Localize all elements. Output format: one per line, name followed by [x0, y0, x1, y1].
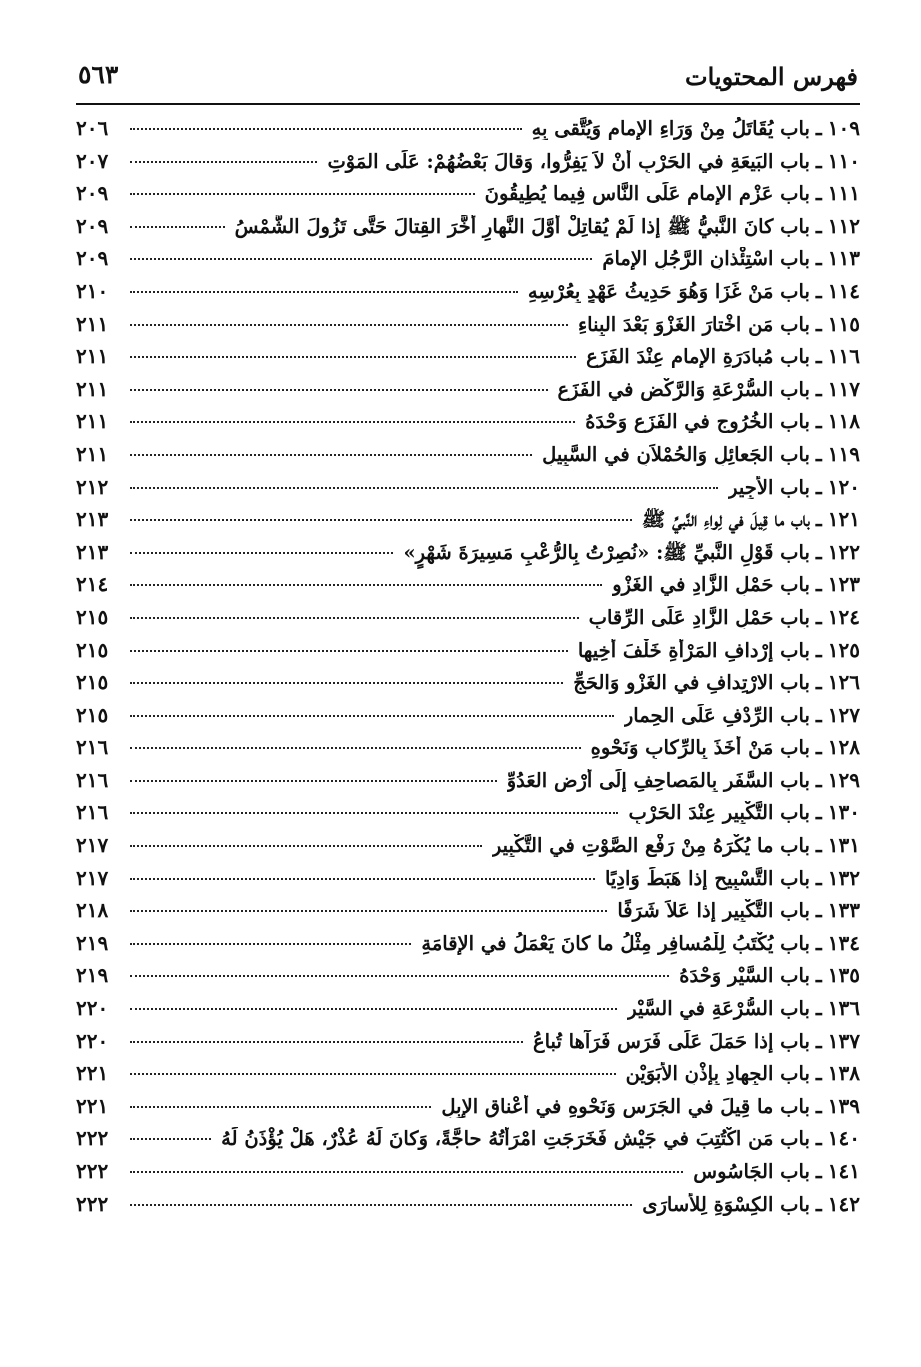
- toc-entry-number: ١١٧: [827, 376, 860, 401]
- toc-entry-page: ٢١٢: [76, 474, 109, 499]
- toc-entry-number: ١١٩: [827, 441, 860, 466]
- toc-entry: [76, 377, 860, 410]
- dot-leader: [130, 845, 482, 847]
- toc-entry-title: باب الجِهادِ بِإِذْنِ الأَبَوَيْنِ: [625, 1062, 810, 1086]
- toc-entry-page: ٢١٣: [76, 539, 109, 564]
- toc-entry-page: ٢١٥: [76, 670, 109, 695]
- toc-entry-number: ١٣٥: [827, 963, 860, 988]
- toc-entry-page: ٢٠٩: [76, 181, 109, 206]
- toc-entry: [76, 312, 860, 345]
- page-header: [78, 58, 858, 98]
- toc-entry-title: باب حَمْلِ الزَّادِ عَلَى الرِّقابِ: [588, 605, 810, 629]
- toc-entry-separator: ـ: [815, 637, 822, 662]
- toc-entry-separator: ـ: [815, 441, 822, 466]
- toc-entry-number: ١٢٣: [827, 572, 860, 597]
- toc-entry-page: ٢٢١: [76, 1061, 109, 1086]
- toc-entry-separator: ـ: [815, 1093, 822, 1118]
- toc-entry-title: باب الكِسْوَةِ لِلأُسارَى: [642, 1192, 810, 1216]
- toc-entry-page: ٢١٥: [76, 604, 109, 629]
- dot-leader: [130, 1106, 431, 1108]
- dot-leader: [130, 258, 592, 260]
- toc-entry: [76, 409, 860, 442]
- toc-entry-separator: ـ: [815, 572, 822, 597]
- dot-leader: [130, 1171, 683, 1173]
- dot-leader: [130, 356, 576, 358]
- toc-entry: [76, 1159, 860, 1192]
- dot-leader: [130, 878, 595, 880]
- toc-entry-page: ٢١٣: [76, 507, 109, 532]
- dot-leader: [130, 291, 518, 293]
- page-number: ٥٦٣: [78, 60, 119, 89]
- dot-leader: [130, 650, 568, 652]
- dot-leader: [130, 584, 602, 586]
- toc-entry-title: باب الارْتِدافِ في الغَزْوِ وَالحَجِّ: [573, 671, 810, 695]
- toc-entry-page: ٢١٧: [76, 833, 109, 858]
- toc-entry-page: ٢٠٩: [76, 213, 109, 238]
- toc-entry-title: باب يُقَاتَلُ مِنْ وَرَاءِ الإمامِ وَيُتَّقى بِهِ: [531, 117, 810, 140]
- toc-entry-separator: ـ: [815, 800, 822, 825]
- dot-leader: [130, 389, 548, 391]
- page-title: فهرس المحتويات: [684, 62, 858, 91]
- toc-entry-separator: ـ: [815, 376, 822, 401]
- toc-entry-number: ١٢٨: [827, 735, 860, 760]
- toc-entry-separator: ـ: [815, 213, 822, 238]
- toc-entry-number: ١٤١: [827, 1159, 860, 1183]
- toc-entry-separator: ـ: [815, 702, 822, 727]
- toc-entry-separator: ـ: [815, 409, 822, 434]
- toc-entry: [76, 1094, 860, 1127]
- toc-entry-page: ٢٢٠: [76, 996, 109, 1021]
- toc-entry-page: ٢٢٢: [76, 1159, 109, 1183]
- toc-entry-title: باب إذا حَمَلَ عَلَى فَرَسٍ فَرَآها تُباعُ: [532, 1029, 810, 1053]
- toc-entry-number: ١٣٣: [827, 898, 860, 923]
- toc-entry: [76, 149, 860, 182]
- toc-entry-separator: ـ: [815, 898, 822, 923]
- toc-entry-page: ٢١٩: [76, 963, 109, 988]
- toc-entry: [76, 1192, 860, 1225]
- toc-entry-number: ١٣٨: [827, 1061, 860, 1086]
- toc-entry-number: ١٣٧: [827, 1028, 860, 1053]
- toc-entry-page: ٢١٩: [76, 930, 109, 955]
- toc-entry-number: ١٣٦: [827, 996, 860, 1021]
- toc-entry-number: ١٣١: [827, 833, 860, 858]
- toc-entry: [76, 1029, 860, 1062]
- toc-entry-page: ٢٠٦: [76, 116, 109, 140]
- header-divider: [76, 103, 860, 105]
- toc-entry-number: ١٢٧: [827, 702, 860, 727]
- toc-entry: [76, 703, 860, 736]
- toc-entry-separator: ـ: [815, 148, 822, 173]
- toc-entry-title: باب البَيعَةِ في الحَرْبِ أَنْ لاَ يَفِرُّوا، وَقالَ بَعْضُهُمْ: عَلَى المَوْتِ: [327, 149, 810, 173]
- toc-entry: [76, 1126, 860, 1159]
- toc-entry-separator: ـ: [815, 735, 822, 760]
- toc-entry: [76, 540, 860, 573]
- toc-entry-page: ٢١٥: [76, 637, 109, 662]
- toc-entry-separator: ـ: [815, 539, 822, 564]
- toc-entry-page: ٢١١: [76, 409, 109, 434]
- toc-entry-number: ١١٠: [827, 148, 860, 173]
- toc-entry-title: باب مَنِ اكْتُتِبَ في جَيْشٍ فَخَرَجَتِ امْرَأَتُهُ حاجَّةً، وَكانَ لَهُ عُذْرٌ، هَلْ يُؤْذَنُ لَهُ: [221, 1127, 810, 1151]
- toc-entry-number: ١٤٠: [827, 1126, 860, 1151]
- toc-entry-title: باب مَنْ أَخَذَ بِالرِّكابِ وَنَحْوِهِ: [590, 736, 810, 760]
- toc-entry-number: ١١٤: [827, 278, 860, 303]
- toc-entry-separator: ـ: [815, 474, 822, 499]
- toc-entry-title: باب السَّفَرِ بِالمَصاحِفِ إِلَى أَرْضِ العَدُوِّ: [506, 768, 810, 792]
- toc-entry-separator: ـ: [815, 181, 822, 206]
- table-of-contents: [76, 116, 860, 1224]
- toc-entry-number: ١٣٠: [827, 800, 860, 825]
- toc-entry-title: باب السَّيْرِ وَحْدَهُ: [679, 964, 810, 988]
- toc-entry-page: ٢١١: [76, 441, 109, 466]
- toc-entry-page: ٢١٤: [76, 572, 109, 597]
- toc-entry-separator: ـ: [815, 604, 822, 629]
- dot-leader: [130, 1073, 616, 1075]
- toc-entry: [76, 670, 860, 703]
- toc-entry-number: ١٢٢: [827, 539, 860, 564]
- toc-entry-title: باب التَّكْبِيرِ إذا عَلاَ شَرَفًا: [617, 899, 810, 923]
- toc-entry-page: ٢١١: [76, 311, 109, 336]
- dot-leader: [130, 519, 632, 521]
- dot-leader: [130, 161, 317, 163]
- toc-entry-title: باب مَنِ اخْتارَ الغَزْوَ بَعْدَ البِناءِ: [577, 312, 810, 336]
- toc-entry-number: ١٣٤: [827, 930, 860, 955]
- dot-leader: [130, 128, 522, 130]
- toc-entry: [76, 931, 860, 964]
- toc-entry: [76, 996, 860, 1029]
- toc-entry-title: باب ما قِيلَ في لِواءِ النَّبيِّ ﷺ: [641, 508, 810, 532]
- toc-entry: [76, 214, 860, 247]
- toc-entry: [76, 605, 860, 638]
- toc-entry-title: باب الجَاسُوسِ: [693, 1160, 810, 1183]
- dot-leader: [130, 487, 718, 489]
- dot-leader: [130, 1204, 632, 1206]
- toc-entry-number: ١٢٠: [827, 474, 860, 499]
- dot-leader: [130, 421, 575, 423]
- toc-entry-page: ٢١١: [76, 376, 109, 401]
- toc-entry-title: باب الرِّدْفِ عَلَى الحِمارِ: [623, 703, 810, 727]
- toc-entry-title: باب الخُرُوجِ في الفَزَعِ وَحْدَهُ: [585, 410, 810, 434]
- toc-entry-number: ١١١: [827, 181, 860, 206]
- toc-entry: [76, 572, 860, 605]
- toc-entry-separator: ـ: [815, 1159, 822, 1183]
- toc-entry-number: ١٣٢: [827, 865, 860, 890]
- dot-leader: [130, 943, 411, 945]
- dot-leader: [130, 715, 614, 717]
- toc-entry: [76, 833, 860, 866]
- dot-leader: [130, 910, 607, 912]
- toc-entry-title: باب التَّسْبِيحِ إذا هَبَطَ وَادِيًا: [604, 866, 810, 890]
- dot-leader: [130, 226, 225, 228]
- toc-entry-page: ٢٢٢: [76, 1191, 109, 1216]
- toc-entry-number: ١١٢: [827, 213, 860, 238]
- dot-leader: [130, 1008, 617, 1010]
- toc-entry: [76, 866, 860, 899]
- toc-entry-title: باب حَمْلِ الزَّادِ في الغَزْوِ: [612, 573, 810, 597]
- dot-leader: [130, 975, 669, 977]
- toc-entry-number: ١٢١: [827, 507, 860, 532]
- toc-entry-page: ٢١٦: [76, 767, 109, 792]
- dot-leader: [130, 617, 579, 619]
- toc-entry: [76, 1061, 860, 1094]
- toc-entry-number: ١٢٩: [827, 767, 860, 792]
- toc-entry: [76, 735, 860, 768]
- toc-entry-number: ١٢٤: [827, 604, 860, 629]
- toc-entry-title: باب التَّكْبِيرِ عِنْدَ الحَرْبِ: [628, 801, 810, 825]
- toc-entry-separator: ـ: [815, 116, 822, 140]
- toc-entry-title: باب يُكْتَبُ لِلْمُسافِرِ مِثْلُ ما كانَ يَعْمَلُ في الإقامَةِ: [421, 931, 810, 955]
- toc-entry-separator: ـ: [815, 767, 822, 792]
- toc-entry: [76, 507, 860, 540]
- toc-entry-title: باب السُّرْعَةِ في السَّيْرِ: [627, 997, 810, 1021]
- toc-entry-number: ١١٥: [827, 311, 860, 336]
- toc-entry-separator: ـ: [815, 1061, 822, 1086]
- toc-entry-page: ٢٢٠: [76, 1028, 109, 1053]
- toc-entry-separator: ـ: [815, 865, 822, 890]
- toc-entry-page: ٢١٥: [76, 702, 109, 727]
- toc-entry: [76, 475, 860, 508]
- toc-entry-page: ٢٢١: [76, 1093, 109, 1118]
- toc-entry: [76, 768, 860, 801]
- toc-entry-separator: ـ: [815, 1028, 822, 1053]
- toc-entry-page: ٢٢٢: [76, 1126, 109, 1151]
- toc-entry-number: ١٤٢: [827, 1191, 860, 1216]
- toc-entry-title: باب قَوْلِ النَّبيِّ ﷺ: «نُصِرْتُ بِالرُّعْبِ مَسِيرَةَ شَهْرٍ»: [403, 540, 810, 564]
- toc-entry-separator: ـ: [815, 996, 822, 1021]
- toc-entry: [76, 442, 860, 475]
- toc-entry-page: ٢١٦: [76, 735, 109, 760]
- toc-entry-number: ١٢٦: [827, 670, 860, 695]
- dot-leader: [130, 1138, 211, 1140]
- toc-entry-separator: ـ: [815, 507, 822, 532]
- toc-entry-page: ٢٠٧: [76, 148, 109, 173]
- toc-entry-number: ١٣٩: [827, 1093, 860, 1118]
- toc-entry-page: ٢٠٩: [76, 246, 109, 271]
- toc-entry-title: باب مُبادَرَةِ الإمامِ عِنْدَ الفَزَعِ: [586, 345, 810, 369]
- toc-entry-number: ١٠٩: [827, 116, 860, 140]
- toc-entry-title: باب عَزْمِ الإمامِ عَلَى النَّاسِ فِيما يُطِيقُونَ: [484, 182, 810, 206]
- toc-entry: [76, 898, 860, 931]
- toc-entry-page: ٢١١: [76, 344, 109, 369]
- toc-entry: [76, 638, 860, 671]
- toc-entry-page: ٢١٦: [76, 800, 109, 825]
- toc-entry-title: باب إِرْدافِ المَرْأَةِ خَلْفَ أَخِيها: [577, 638, 810, 662]
- toc-entry-separator: ـ: [815, 833, 822, 858]
- toc-entry-title: باب ما قِيلَ في الجَرَسِ وَنَحْوِهِ في أَعْناقِ الإِبِلِ: [441, 1094, 810, 1118]
- toc-entry-separator: ـ: [815, 963, 822, 988]
- dot-leader: [130, 552, 393, 554]
- toc-entry: [76, 344, 860, 377]
- dot-leader: [130, 1041, 523, 1043]
- toc-entry-page: ٢١٠: [76, 278, 109, 303]
- toc-entry-separator: ـ: [815, 1126, 822, 1151]
- toc-entry-separator: ـ: [815, 246, 822, 271]
- toc-entry-title: باب اسْتِئْذانِ الرَّجُلِ الإمامَ: [602, 247, 810, 271]
- toc-entry-separator: ـ: [815, 670, 822, 695]
- toc-entry: [76, 116, 860, 149]
- toc-entry-number: ١١٨: [827, 409, 860, 434]
- toc-entry-number: ١١٦: [827, 344, 860, 369]
- toc-entry: [76, 963, 860, 996]
- toc-entry-separator: ـ: [815, 344, 822, 369]
- dot-leader: [130, 780, 497, 782]
- toc-entry-title: باب كانَ النَّبيُّ ﷺ إذا لَمْ يُقاتِلْ أَوَّلَ النَّهارِ أَخَّرَ القِتالَ حَتَّى تَزُولَ الشَّمْسُ: [234, 214, 810, 238]
- toc-entry: [76, 181, 860, 214]
- toc-entry-title: باب مَنْ غَزَا وَهُوَ حَدِيثُ عَهْدٍ بِعُرْسِهِ: [527, 279, 810, 303]
- toc-entry-page: ٢١٧: [76, 865, 109, 890]
- toc-entry-number: ١١٣: [827, 246, 860, 271]
- dot-leader: [130, 747, 581, 749]
- toc-entry-separator: ـ: [815, 278, 822, 303]
- toc-entry: [76, 279, 860, 312]
- toc-entry-separator: ـ: [815, 311, 822, 336]
- toc-entry-separator: ـ: [815, 930, 822, 955]
- toc-entry-title: باب ما يُكْرَهُ مِنْ رَفْعِ الصَّوْتِ في التَّكْبِيرِ: [491, 834, 810, 858]
- dot-leader: [130, 682, 563, 684]
- dot-leader: [130, 454, 532, 456]
- toc-entry: [76, 800, 860, 833]
- dot-leader: [130, 324, 568, 326]
- toc-entry-title: باب الجَعائِلِ وَالحُمْلاَنِ في السَّبِيلِ: [542, 442, 810, 466]
- dot-leader: [130, 812, 618, 814]
- toc-entry-number: ١٢٥: [827, 637, 860, 662]
- toc-entry-separator: ـ: [815, 1191, 822, 1216]
- toc-entry-title: باب السُّرْعَةِ وَالرَّكْضِ في الفَزَعِ: [557, 377, 810, 401]
- dot-leader: [130, 193, 475, 195]
- toc-entry-page: ٢١٨: [76, 898, 109, 923]
- toc-entry-title: باب الأَجِيرِ: [728, 475, 810, 499]
- toc-entry: [76, 246, 860, 279]
